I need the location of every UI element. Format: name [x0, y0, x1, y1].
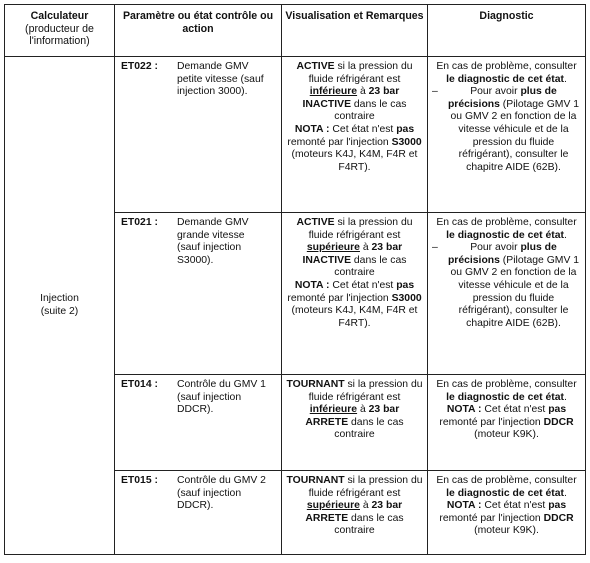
parameter-code: ET022 :: [121, 61, 158, 72]
visualisation-cell: ACTIVE si la pression du fluide réfrigérant est inférieure à 23 bar INACTIVE dans le cas contraire NOTA : Cet état n'est pas remonté par l'injection S3000 (moteurs K4J, K4M, F4R et F4RT).: [282, 57, 428, 213]
visualisation-cell: TOURNANT si la pression du fluide réfrigérant est inférieure à 23 bar ARRETE dans le cas contraire: [282, 375, 428, 471]
parameter-cell: [115, 471, 282, 555]
calculateur-sub: (suite 2): [40, 305, 79, 317]
parameter-cell: [115, 375, 282, 471]
parameter-cell: [115, 213, 282, 375]
diagnostic-cell: [428, 57, 586, 213]
diagnostic-paragraph: En cas de problème, consulter le diagnostic de cet état.: [436, 379, 577, 403]
header-diagnostic: Diagnostic: [428, 5, 586, 57]
parameter-code: ET021 :: [121, 217, 158, 228]
diagnostic-table: [4, 4, 586, 555]
calculateur-name: Injection: [40, 292, 79, 304]
parameter-description: Demande GMV petite vitesse (sauf injection 3000).: [177, 61, 264, 98]
diagnostic-cell: [428, 213, 586, 375]
visualisation-cell: TOURNANT si la pression du fluide réfrigérant est supérieure à 23 bar ARRETE dans le cas contraire: [282, 471, 428, 555]
diagnostic-bullet: – Pour avoir plus de précisions (Pilotage GMV 1 ou GMV 2 en fonction de la vitesse véhicule et de la pression du fluide réfrigérant), consulter le chapitre AIDE (62B).: [432, 86, 580, 173]
header-calculateur-sub: (producteur de l'information): [25, 22, 94, 48]
parameter-description: Demande GMV grande vitesse (sauf injection S3000).: [177, 217, 249, 266]
header-parametre: Paramètre ou état contrôle ou action: [115, 5, 282, 57]
diagnostic-paragraph: En cas de problème, consulter le diagnostic de cet état.: [436, 61, 577, 85]
diagnostic-nota: NOTA : Cet état n'est pas remonté par l'injection DDCR (moteur K9K).: [439, 404, 574, 441]
diagnostic-paragraph: En cas de problème, consulter le diagnostic de cet état.: [436, 475, 577, 499]
diagnostic-bullet: – Pour avoir plus de précisions (Pilotage GMV 1 ou GMV 2 en fonction de la vitesse véhicule et de la pression du fluide réfrigérant), consulter le chapitre AIDE (62B).: [432, 242, 580, 329]
diagnostic-nota: NOTA : Cet état n'est pas remonté par l'injection DDCR (moteur K9K).: [439, 500, 574, 537]
parameter-description: Contrôle du GMV 1 (sauf injection DDCR).: [177, 379, 266, 416]
parameter-code: ET015 :: [121, 475, 158, 486]
diagnostic-cell: [428, 471, 586, 555]
parameter-code: ET014 :: [121, 379, 158, 390]
visualisation-cell: ACTIVE si la pression du fluide réfrigérant est supérieure à 23 bar INACTIVE dans le cas contraire NOTA : Cet état n'est pas remonté par l'injection S3000 (moteurs K4J, K4M, F4R et F4RT).: [282, 213, 428, 375]
diagnostic-cell: [428, 375, 586, 471]
table-row: [5, 57, 586, 213]
header-row: [5, 5, 586, 57]
parameter-description: Contrôle du GMV 2 (sauf injection DDCR).: [177, 475, 266, 512]
diagnostic-paragraph: En cas de problème, consulter le diagnostic de cet état.: [436, 217, 577, 241]
header-visualisation: Visualisation et Remarques: [282, 5, 428, 57]
calculateur-cell: [5, 57, 115, 555]
header-calculateur: [5, 5, 115, 57]
header-calculateur-title: Calculateur: [30, 10, 89, 22]
parameter-cell: [115, 57, 282, 213]
